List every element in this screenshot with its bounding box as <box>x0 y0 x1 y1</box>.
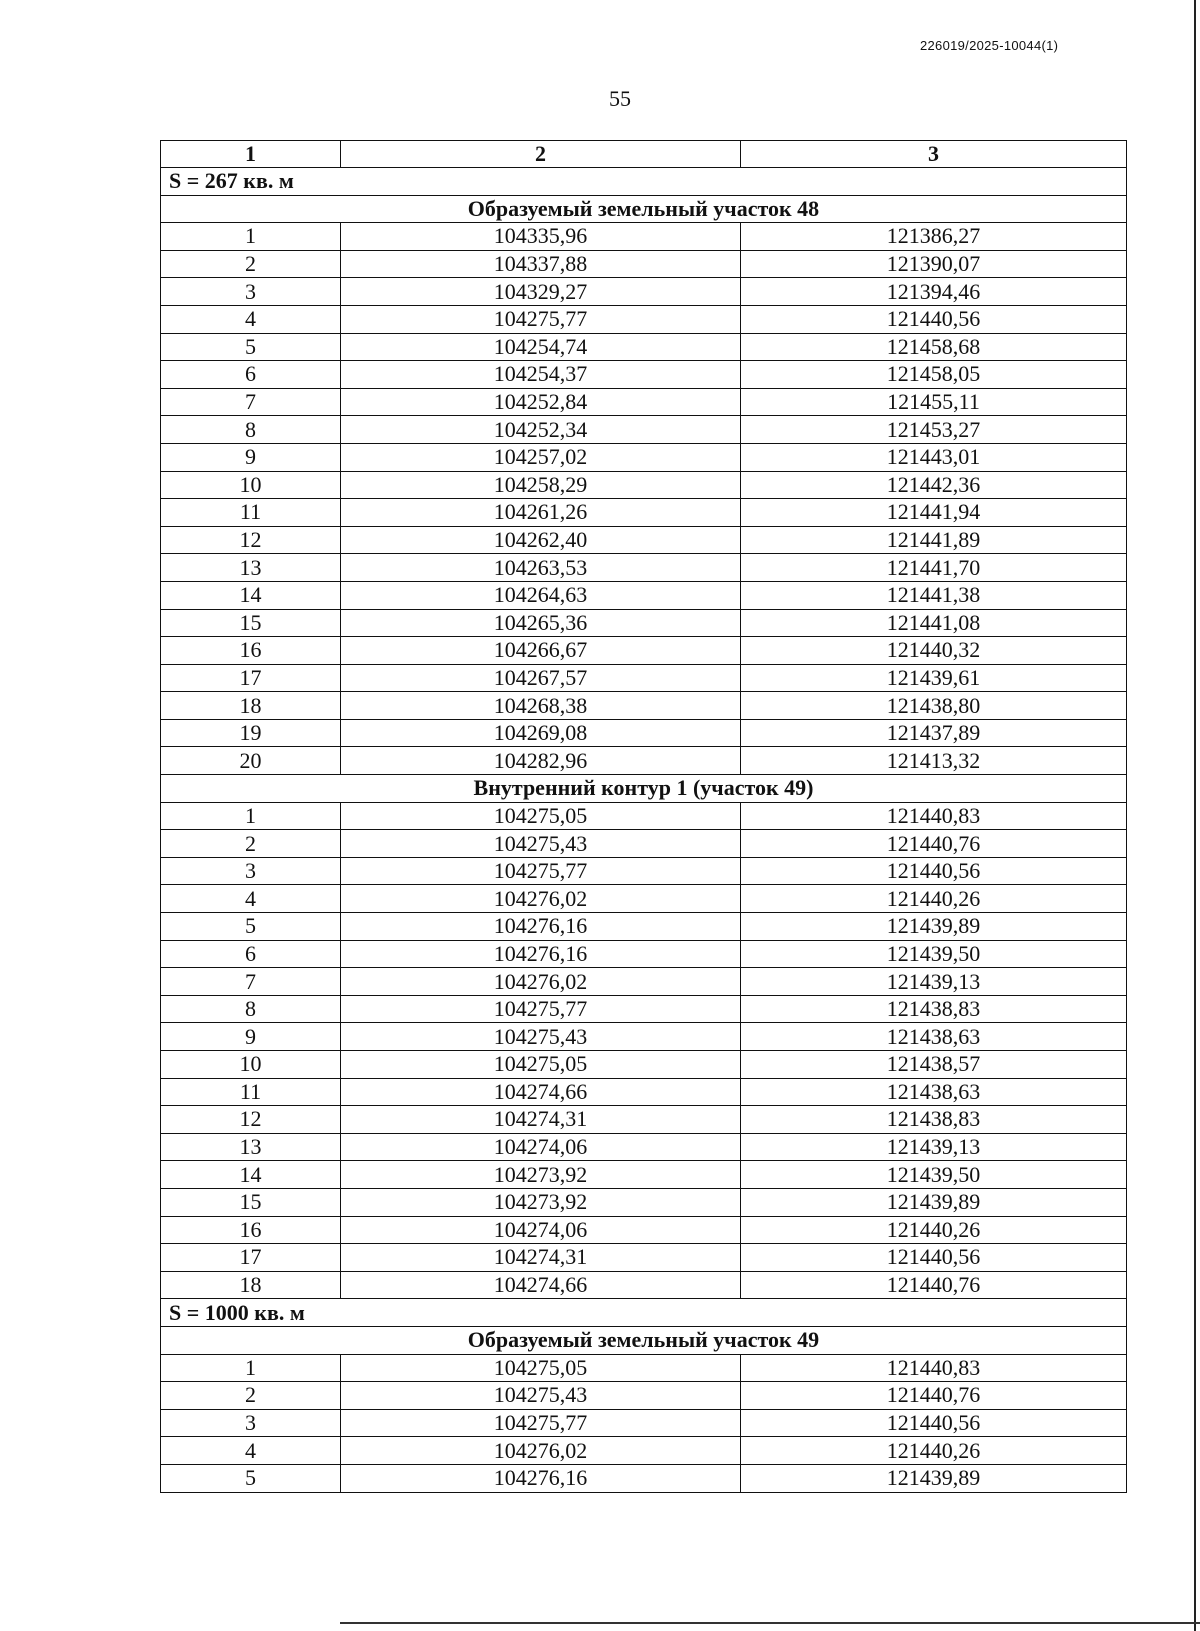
x-coordinate-cell: 104265,36 <box>341 609 741 637</box>
section-title-row <box>161 775 1127 803</box>
y-coordinate-cell: 121441,94 <box>741 499 1127 527</box>
table-row <box>161 637 1127 665</box>
point-number-cell: 5 <box>161 333 341 361</box>
x-coordinate-cell: 104275,05 <box>341 1051 741 1079</box>
table-row <box>161 1133 1127 1161</box>
point-number-cell: 18 <box>161 692 341 720</box>
y-coordinate-cell: 121439,61 <box>741 664 1127 692</box>
y-coordinate-cell: 121441,89 <box>741 526 1127 554</box>
y-coordinate-cell: 121441,70 <box>741 554 1127 582</box>
point-number-cell: 14 <box>161 581 341 609</box>
section-title-row <box>161 1326 1127 1354</box>
section-title: Образуемый земельный участок 49 <box>161 1326 1127 1354</box>
point-number-cell: 5 <box>161 913 341 941</box>
x-coordinate-cell: 104275,77 <box>341 995 741 1023</box>
y-coordinate-cell: 121440,32 <box>741 637 1127 665</box>
x-coordinate-cell: 104276,02 <box>341 885 741 913</box>
table-row <box>161 1216 1127 1244</box>
point-number-cell: 7 <box>161 968 341 996</box>
point-number-cell: 6 <box>161 361 341 389</box>
x-coordinate-cell: 104274,31 <box>341 1244 741 1272</box>
scan-edge-line <box>1194 0 1196 1631</box>
table-row <box>161 305 1127 333</box>
y-coordinate-cell: 121443,01 <box>741 443 1127 471</box>
point-number-cell: 15 <box>161 609 341 637</box>
x-coordinate-cell: 104252,84 <box>341 388 741 416</box>
table-row <box>161 719 1127 747</box>
table-row <box>161 499 1127 527</box>
table-row <box>161 802 1127 830</box>
table-row <box>161 885 1127 913</box>
point-number-cell: 2 <box>161 250 341 278</box>
table-row <box>161 1354 1127 1382</box>
table-row <box>161 333 1127 361</box>
table-header-row <box>161 141 1127 168</box>
area-label: S = 1000 кв. м <box>161 1299 1127 1327</box>
table-row <box>161 968 1127 996</box>
y-coordinate-cell: 121438,57 <box>741 1051 1127 1079</box>
x-coordinate-cell: 104276,16 <box>341 1464 741 1492</box>
section-title: Образуемый земельный участок 48 <box>161 195 1127 223</box>
table-row <box>161 1188 1127 1216</box>
x-coordinate-cell: 104274,66 <box>341 1271 741 1299</box>
y-coordinate-cell: 121440,56 <box>741 1409 1127 1437</box>
table-row <box>161 1078 1127 1106</box>
y-coordinate-cell: 121440,83 <box>741 1354 1127 1382</box>
x-coordinate-cell: 104275,43 <box>341 1382 741 1410</box>
x-coordinate-cell: 104268,38 <box>341 692 741 720</box>
x-coordinate-cell: 104257,02 <box>341 443 741 471</box>
y-coordinate-cell: 121439,89 <box>741 1188 1127 1216</box>
x-coordinate-cell: 104275,43 <box>341 1023 741 1051</box>
column-header: 3 <box>741 141 1127 168</box>
point-number-cell: 10 <box>161 471 341 499</box>
point-number-cell: 20 <box>161 747 341 775</box>
x-coordinate-cell: 104275,05 <box>341 802 741 830</box>
point-number-cell: 9 <box>161 443 341 471</box>
x-coordinate-cell: 104275,77 <box>341 1409 741 1437</box>
table-row <box>161 361 1127 389</box>
x-coordinate-cell: 104337,88 <box>341 250 741 278</box>
column-header: 1 <box>161 141 341 168</box>
x-coordinate-cell: 104261,26 <box>341 499 741 527</box>
x-coordinate-cell: 104276,02 <box>341 968 741 996</box>
table-row <box>161 388 1127 416</box>
table-row <box>161 995 1127 1023</box>
point-number-cell: 2 <box>161 1382 341 1410</box>
point-number-cell: 13 <box>161 554 341 582</box>
point-number-cell: 15 <box>161 1188 341 1216</box>
point-number-cell: 11 <box>161 1078 341 1106</box>
point-number-cell: 17 <box>161 664 341 692</box>
x-coordinate-cell: 104274,31 <box>341 1106 741 1134</box>
x-coordinate-cell: 104275,05 <box>341 1354 741 1382</box>
point-number-cell: 8 <box>161 995 341 1023</box>
point-number-cell: 4 <box>161 305 341 333</box>
x-coordinate-cell: 104273,92 <box>341 1161 741 1189</box>
point-number-cell: 19 <box>161 719 341 747</box>
x-coordinate-cell: 104275,77 <box>341 857 741 885</box>
point-number-cell: 14 <box>161 1161 341 1189</box>
table-row <box>161 416 1127 444</box>
scan-bottom-line <box>340 1622 1200 1624</box>
point-number-cell: 7 <box>161 388 341 416</box>
point-number-cell: 1 <box>161 1354 341 1382</box>
y-coordinate-cell: 121440,83 <box>741 802 1127 830</box>
point-number-cell: 12 <box>161 1106 341 1134</box>
point-number-cell: 17 <box>161 1244 341 1272</box>
point-number-cell: 11 <box>161 499 341 527</box>
column-header: 2 <box>341 141 741 168</box>
y-coordinate-cell: 121439,50 <box>741 940 1127 968</box>
coordinates-table <box>160 140 1127 1493</box>
y-coordinate-cell: 121441,38 <box>741 581 1127 609</box>
point-number-cell: 12 <box>161 526 341 554</box>
point-number-cell: 1 <box>161 802 341 830</box>
y-coordinate-cell: 121440,56 <box>741 1244 1127 1272</box>
table-row <box>161 223 1127 251</box>
y-coordinate-cell: 121390,07 <box>741 250 1127 278</box>
document-id: 226019/2025-10044(1) <box>920 38 1059 53</box>
table-row <box>161 581 1127 609</box>
point-number-cell: 16 <box>161 637 341 665</box>
table-row <box>161 443 1127 471</box>
table-row <box>161 250 1127 278</box>
y-coordinate-cell: 121439,89 <box>741 1464 1127 1492</box>
y-coordinate-cell: 121386,27 <box>741 223 1127 251</box>
point-number-cell: 3 <box>161 1409 341 1437</box>
table-row <box>161 1271 1127 1299</box>
y-coordinate-cell: 121440,56 <box>741 857 1127 885</box>
y-coordinate-cell: 121440,76 <box>741 1382 1127 1410</box>
point-number-cell: 4 <box>161 1437 341 1465</box>
x-coordinate-cell: 104276,02 <box>341 1437 741 1465</box>
point-number-cell: 5 <box>161 1464 341 1492</box>
x-coordinate-cell: 104273,92 <box>341 1188 741 1216</box>
y-coordinate-cell: 121458,05 <box>741 361 1127 389</box>
point-number-cell: 2 <box>161 830 341 858</box>
table-row <box>161 1464 1127 1492</box>
y-coordinate-cell: 121413,32 <box>741 747 1127 775</box>
table-row <box>161 1051 1127 1079</box>
table-row <box>161 1023 1127 1051</box>
y-coordinate-cell: 121440,26 <box>741 1437 1127 1465</box>
y-coordinate-cell: 121439,50 <box>741 1161 1127 1189</box>
y-coordinate-cell: 121453,27 <box>741 416 1127 444</box>
table-row <box>161 471 1127 499</box>
table-row <box>161 526 1127 554</box>
y-coordinate-cell: 121440,76 <box>741 1271 1127 1299</box>
table-row <box>161 857 1127 885</box>
y-coordinate-cell: 121440,56 <box>741 305 1127 333</box>
point-number-cell: 3 <box>161 857 341 885</box>
x-coordinate-cell: 104329,27 <box>341 278 741 306</box>
point-number-cell: 9 <box>161 1023 341 1051</box>
table-row <box>161 940 1127 968</box>
x-coordinate-cell: 104274,06 <box>341 1133 741 1161</box>
y-coordinate-cell: 121394,46 <box>741 278 1127 306</box>
point-number-cell: 1 <box>161 223 341 251</box>
area-row <box>161 1299 1127 1327</box>
area-row <box>161 168 1127 196</box>
y-coordinate-cell: 121441,08 <box>741 609 1127 637</box>
table-row <box>161 1437 1127 1465</box>
area-label: S = 267 кв. м <box>161 168 1127 196</box>
y-coordinate-cell: 121440,26 <box>741 885 1127 913</box>
x-coordinate-cell: 104254,37 <box>341 361 741 389</box>
table-row <box>161 913 1127 941</box>
page-number: 55 <box>609 86 631 111</box>
coordinates-table-body <box>161 141 1127 1493</box>
x-coordinate-cell: 104254,74 <box>341 333 741 361</box>
point-number-cell: 16 <box>161 1216 341 1244</box>
table-row <box>161 1106 1127 1134</box>
y-coordinate-cell: 121438,63 <box>741 1023 1127 1051</box>
table-row <box>161 830 1127 858</box>
y-coordinate-cell: 121438,83 <box>741 995 1127 1023</box>
x-coordinate-cell: 104264,63 <box>341 581 741 609</box>
x-coordinate-cell: 104276,16 <box>341 940 741 968</box>
point-number-cell: 8 <box>161 416 341 444</box>
x-coordinate-cell: 104274,06 <box>341 1216 741 1244</box>
point-number-cell: 6 <box>161 940 341 968</box>
table-row <box>161 1409 1127 1437</box>
y-coordinate-cell: 121438,63 <box>741 1078 1127 1106</box>
table-row <box>161 554 1127 582</box>
x-coordinate-cell: 104275,77 <box>341 305 741 333</box>
y-coordinate-cell: 121438,83 <box>741 1106 1127 1134</box>
table-row <box>161 278 1127 306</box>
x-coordinate-cell: 104262,40 <box>341 526 741 554</box>
point-number-cell: 10 <box>161 1051 341 1079</box>
point-number-cell: 3 <box>161 278 341 306</box>
table-row <box>161 609 1127 637</box>
table-row <box>161 664 1127 692</box>
x-coordinate-cell: 104276,16 <box>341 913 741 941</box>
point-number-cell: 18 <box>161 1271 341 1299</box>
x-coordinate-cell: 104266,67 <box>341 637 741 665</box>
x-coordinate-cell: 104258,29 <box>341 471 741 499</box>
x-coordinate-cell: 104282,96 <box>341 747 741 775</box>
table-row <box>161 1382 1127 1410</box>
x-coordinate-cell: 104252,34 <box>341 416 741 444</box>
y-coordinate-cell: 121437,89 <box>741 719 1127 747</box>
y-coordinate-cell: 121458,68 <box>741 333 1127 361</box>
y-coordinate-cell: 121440,26 <box>741 1216 1127 1244</box>
y-coordinate-cell: 121442,36 <box>741 471 1127 499</box>
section-title-row <box>161 195 1127 223</box>
x-coordinate-cell: 104269,08 <box>341 719 741 747</box>
y-coordinate-cell: 121439,13 <box>741 1133 1127 1161</box>
y-coordinate-cell: 121438,80 <box>741 692 1127 720</box>
y-coordinate-cell: 121439,13 <box>741 968 1127 996</box>
y-coordinate-cell: 121440,76 <box>741 830 1127 858</box>
point-number-cell: 13 <box>161 1133 341 1161</box>
table-row <box>161 692 1127 720</box>
y-coordinate-cell: 121455,11 <box>741 388 1127 416</box>
x-coordinate-cell: 104275,43 <box>341 830 741 858</box>
table-row <box>161 747 1127 775</box>
point-number-cell: 4 <box>161 885 341 913</box>
x-coordinate-cell: 104263,53 <box>341 554 741 582</box>
x-coordinate-cell: 104267,57 <box>341 664 741 692</box>
table-row <box>161 1244 1127 1272</box>
y-coordinate-cell: 121439,89 <box>741 913 1127 941</box>
x-coordinate-cell: 104335,96 <box>341 223 741 251</box>
x-coordinate-cell: 104274,66 <box>341 1078 741 1106</box>
section-title: Внутренний контур 1 (участок 49) <box>161 775 1127 803</box>
table-row <box>161 1161 1127 1189</box>
